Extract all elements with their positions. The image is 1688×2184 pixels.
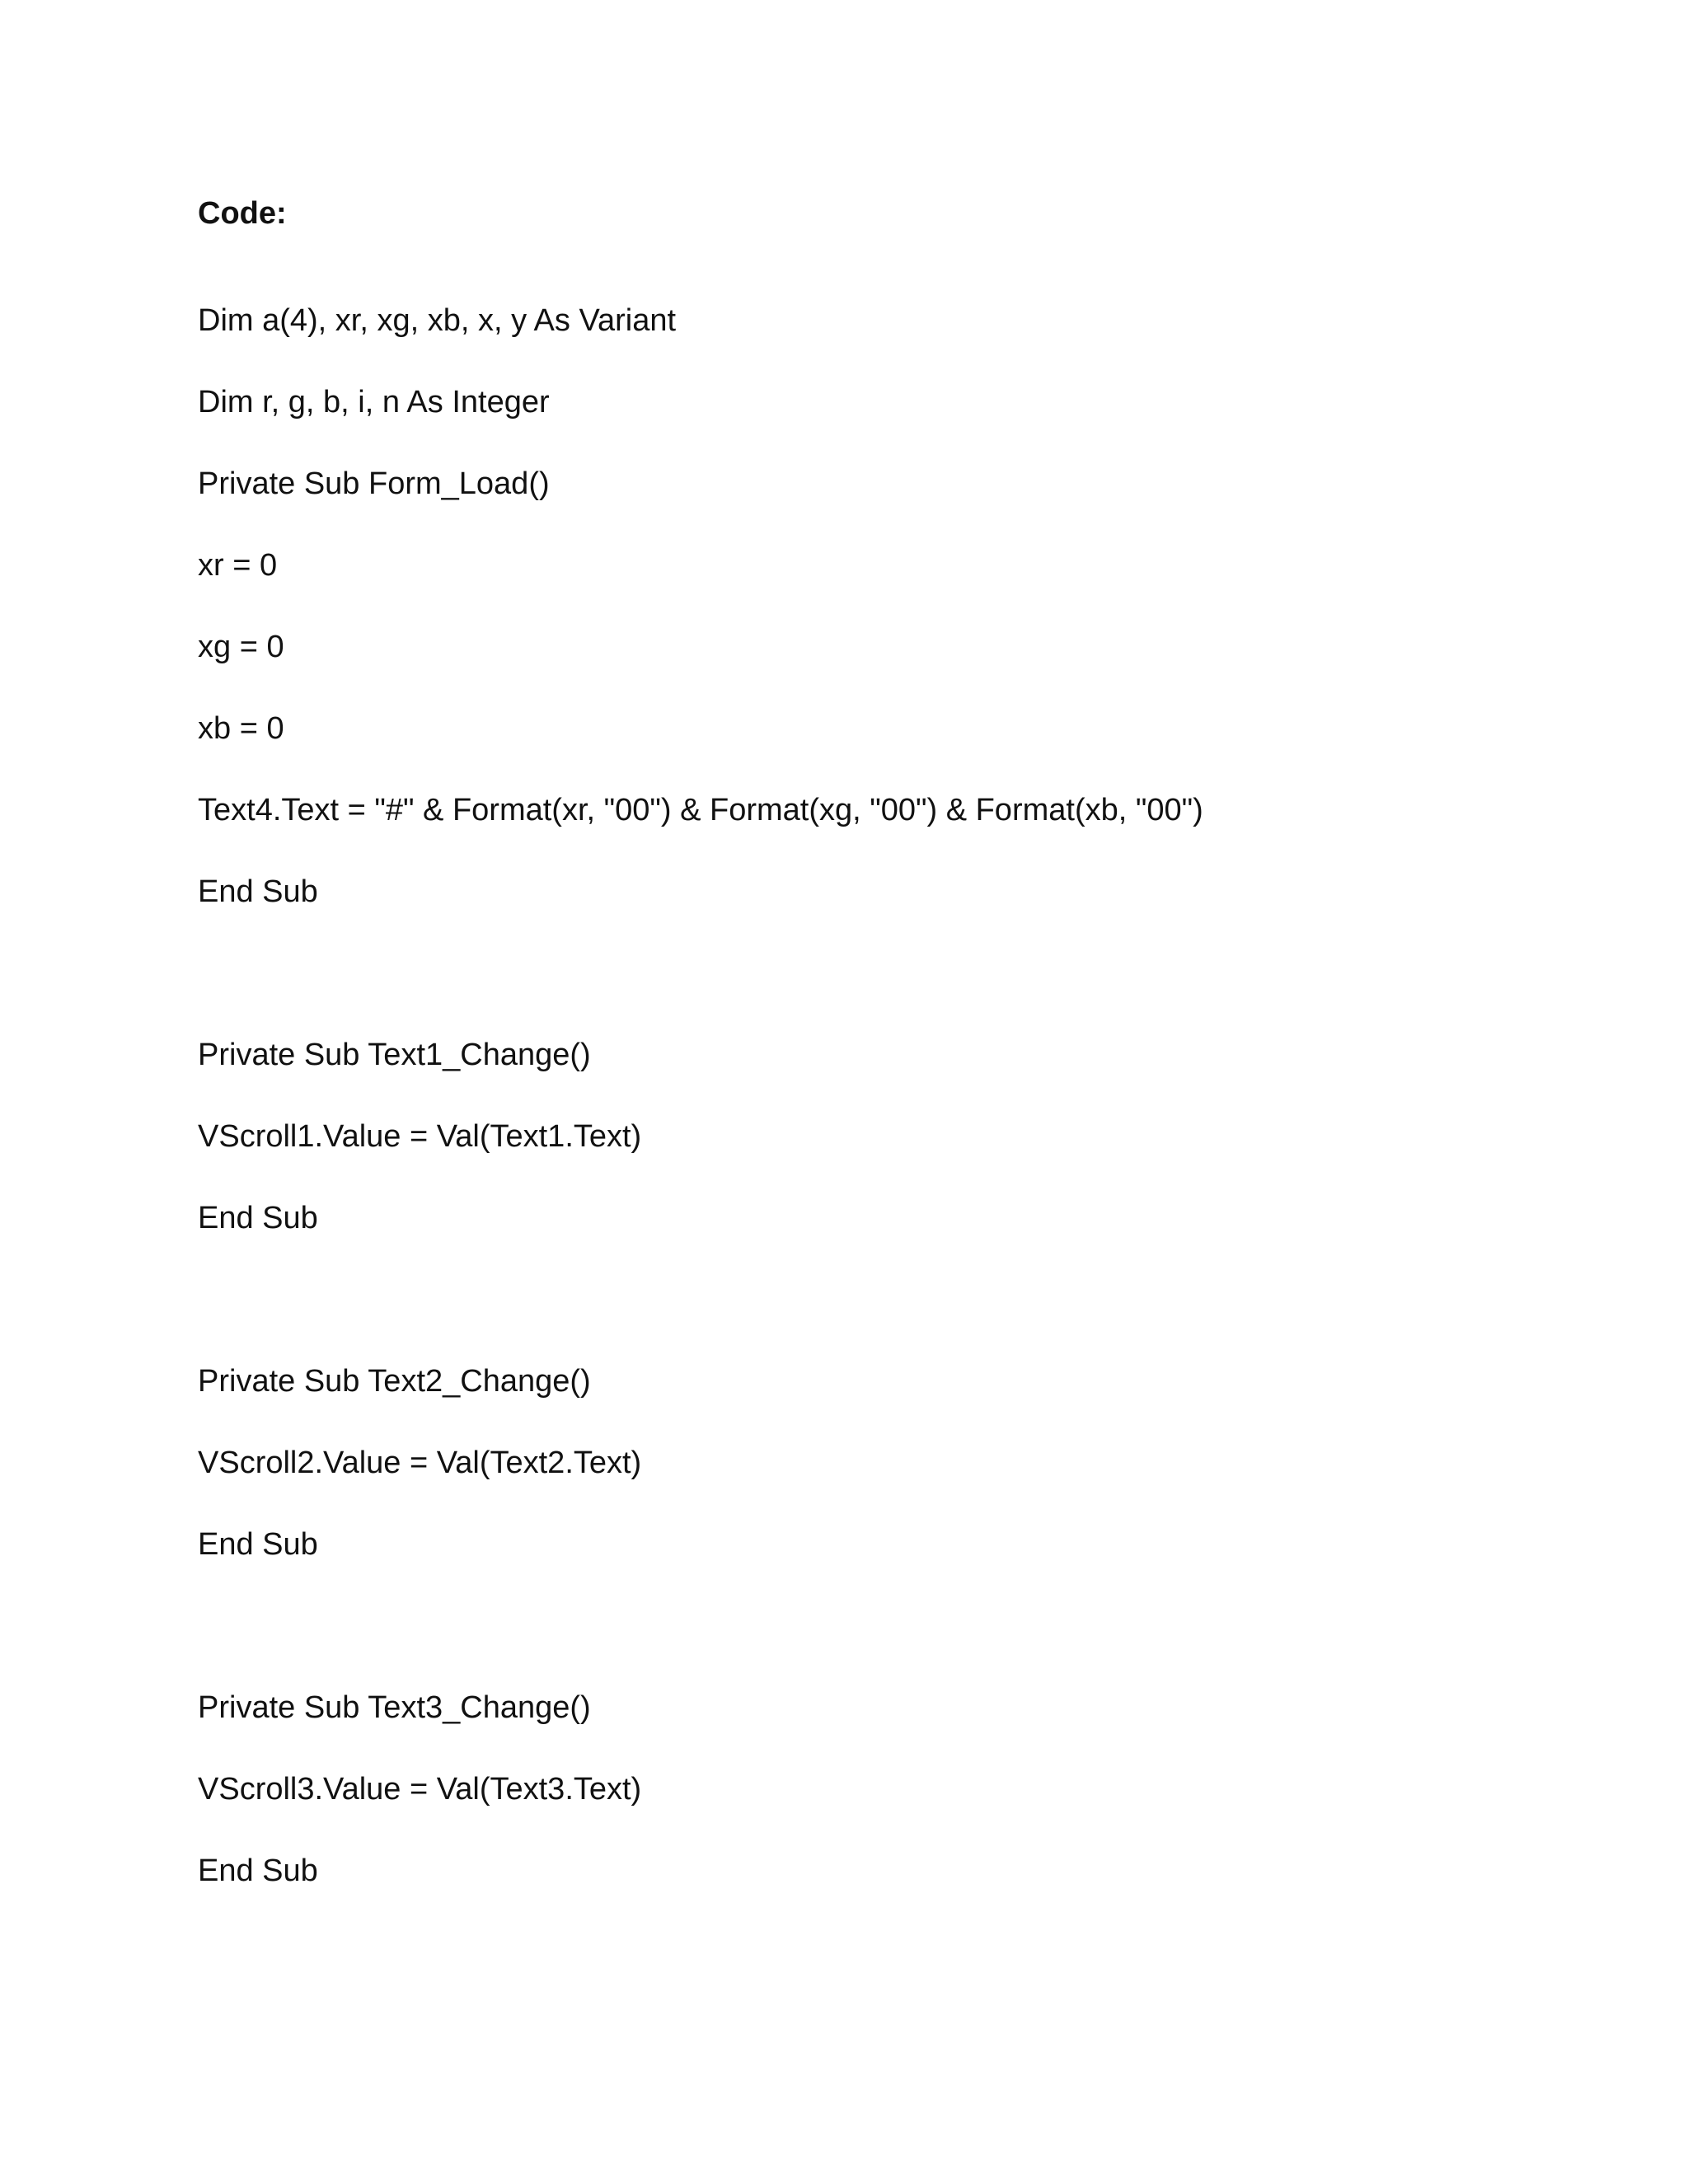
code-line: Dim r, g, b, i, n As Integer bbox=[198, 385, 550, 419]
code-heading: Code: bbox=[198, 196, 287, 231]
code-line: VScroll2.Value = Val(Text2.Text) bbox=[198, 1446, 642, 1480]
code-line: End Sub bbox=[198, 1201, 318, 1235]
code-line: Private Sub Text1_Change() bbox=[198, 1038, 591, 1072]
code-line: Private Sub Text2_Change() bbox=[198, 1364, 591, 1399]
code-line: VScroll3.Value = Val(Text3.Text) bbox=[198, 1772, 642, 1807]
code-line: VScroll1.Value = Val(Text1.Text) bbox=[198, 1119, 642, 1154]
code-line: Dim a(4), xr, xg, xb, x, y As Variant bbox=[198, 303, 677, 338]
code-line: Text4.Text = "#" & Format(xr, "00") & Format(xg, "00") & Format(xb, "00") bbox=[198, 793, 1203, 827]
code-line: End Sub bbox=[198, 1854, 318, 1888]
code-line: End Sub bbox=[198, 1527, 318, 1562]
blank-line bbox=[198, 933, 1203, 1015]
blank-line bbox=[198, 1259, 1203, 1341]
code-line: Private Sub Text3_Change() bbox=[198, 1690, 591, 1725]
blank-line bbox=[198, 1586, 1203, 1667]
code-block bbox=[198, 280, 1203, 1912]
code-line: xg = 0 bbox=[198, 630, 284, 664]
code-line: End Sub bbox=[198, 874, 318, 909]
code-line: xr = 0 bbox=[198, 548, 278, 583]
code-line: xb = 0 bbox=[198, 711, 284, 746]
code-line: Private Sub Form_Load() bbox=[198, 466, 550, 501]
